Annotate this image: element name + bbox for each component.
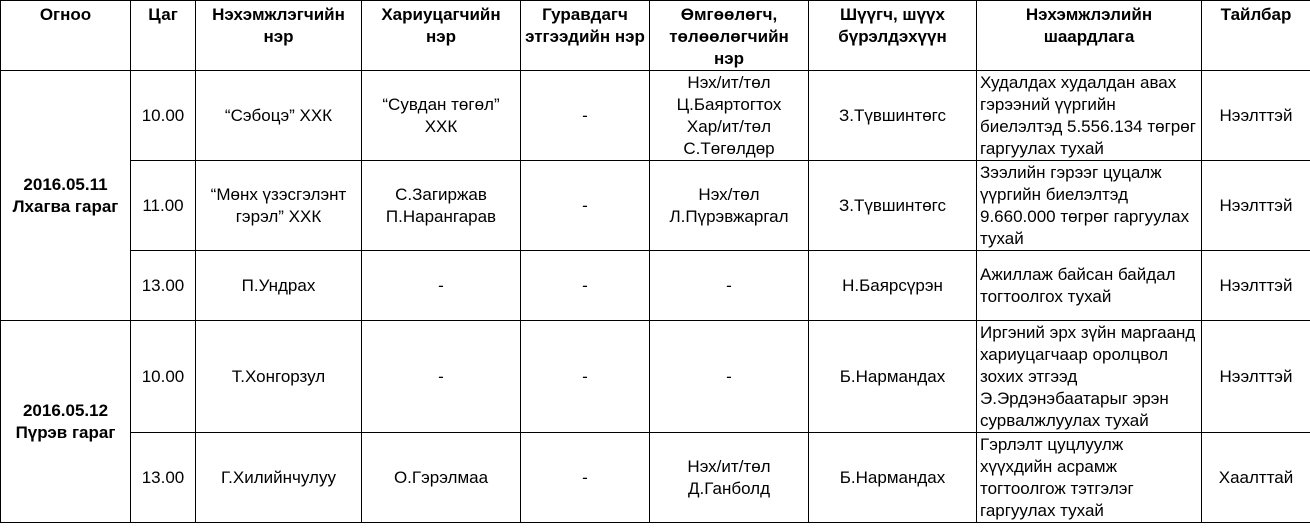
header-advocate: Өмгөөлөгч, төлөөлөгчийн нэр (650, 1, 809, 71)
date-value: 2016.05.12 (22, 400, 109, 420)
table-row (1, 161, 1310, 251)
third-party-cell: - (521, 433, 650, 523)
plaintiff-cell: Г.Хилийнчулуу (196, 433, 362, 523)
advocate-cell: - (650, 321, 809, 433)
time-cell: 13.00 (131, 251, 196, 321)
note-cell: Нээлттэй (1202, 251, 1310, 321)
note-cell: Нээлттэй (1202, 71, 1310, 161)
advocate-cell (650, 433, 809, 523)
claim-cell: Ажиллаж байсан байдал тогтоолгох тухай (977, 251, 1202, 321)
judge-cell: Н.Баярсүрэн (809, 251, 977, 321)
note-cell: Хаалттай (1202, 433, 1310, 523)
third-party-cell: - (521, 71, 650, 161)
header-time: Цаг (131, 1, 196, 71)
advocate-line: С.Төгөлдөр (683, 138, 775, 158)
third-party-cell: - (521, 161, 650, 251)
third-party-cell: - (521, 251, 650, 321)
advocate-line: Д.Ганболд (688, 478, 770, 498)
plaintiff-cell: П.Ундрах (196, 251, 362, 321)
time-cell: 11.00 (131, 161, 196, 251)
header-defendant: Хариуцагчийн нэр (362, 1, 521, 71)
defendant-cell: О.Гэрэлмаа (362, 433, 521, 523)
defendant-cell: “Сувдан төгөл” ХХК (362, 71, 521, 161)
header-judge: Шүүгч, шүүх бүрэлдэхүүн (809, 1, 977, 71)
note-cell: Нээлттэй (1202, 161, 1310, 251)
judge-cell: Б.Нармандах (809, 321, 977, 433)
header-plaintiff: Нэхэмжлэгчийн нэр (196, 1, 362, 71)
table-row (1, 71, 1310, 161)
defendant-cell: С.Загиржав П.Нарангарав (362, 161, 521, 251)
weekday-value: Пүрэв гараг (15, 422, 116, 442)
judge-cell: З.Түвшинтөгс (809, 161, 977, 251)
weekday-value: Лхагва гараг (12, 196, 119, 216)
header-row (1, 1, 1310, 71)
table-row (1, 321, 1310, 433)
claim-cell: Иргэний эрх зүйн маргаанд хариуцагчаар оролцвол зохих этгээд Э.Эрдэнэбаатарыг эрэн сурвалжлуулах тухай (977, 321, 1202, 433)
time-cell: 10.00 (131, 71, 196, 161)
advocate-line: Нэх/ит/төл (687, 72, 771, 92)
header-third-party: Гуравдагч этгээдийн нэр (521, 1, 650, 71)
advocate-line: Ц.Баяртогтох (676, 94, 782, 114)
advocate-line: Нэх/төл (698, 184, 760, 204)
plaintiff-cell: Т.Хонгорзул (196, 321, 362, 433)
claim-cell: Гэрлэлт цуцлуулж хүүхдийн асрамж тогтоолгож тэтгэлэг гаргуулах тухай (977, 433, 1202, 523)
header-note: Тайлбар (1202, 1, 1310, 71)
date-cell (1, 71, 131, 321)
advocate-line: Хар/ит/төл (686, 116, 772, 136)
plaintiff-cell: “Сэбоцэ” ХХК (196, 71, 362, 161)
advocate-cell: - (650, 251, 809, 321)
judge-cell: З.Түвшинтөгс (809, 71, 977, 161)
table-row (1, 251, 1310, 321)
claim-cell: Худалдах худалдан авах гэрээний үүргийн биелэлтэд 5.556.134 төгрөг гаргуулах тухай (977, 71, 1202, 161)
plaintiff-cell: “Мөнх үзэсгэлэнт гэрэл” ХХК (196, 161, 362, 251)
advocate-line: Нэх/ит/төл (687, 456, 771, 476)
header-date: Огноо (1, 1, 131, 71)
note-cell: Нээлттэй (1202, 321, 1310, 433)
advocate-line: Л.Пүрэвжаргал (669, 206, 789, 226)
third-party-cell: - (521, 321, 650, 433)
time-cell: 13.00 (131, 433, 196, 523)
judge-cell: Б.Нармандах (809, 433, 977, 523)
header-claim: Нэхэмжлэлийн шаардлага (977, 1, 1202, 71)
date-value: 2016.05.11 (23, 174, 108, 194)
advocate-cell (650, 161, 809, 251)
time-cell: 10.00 (131, 321, 196, 433)
defendant-cell: - (362, 251, 521, 321)
date-cell (1, 321, 131, 523)
defendant-cell: - (362, 321, 521, 433)
claim-cell: Зээлийн гэрээг цуцалж үүргийн биелэлтэд 9.660.000 төгрөг гаргуулах тухай (977, 161, 1202, 251)
advocate-cell (650, 71, 809, 161)
table-row (1, 433, 1310, 523)
